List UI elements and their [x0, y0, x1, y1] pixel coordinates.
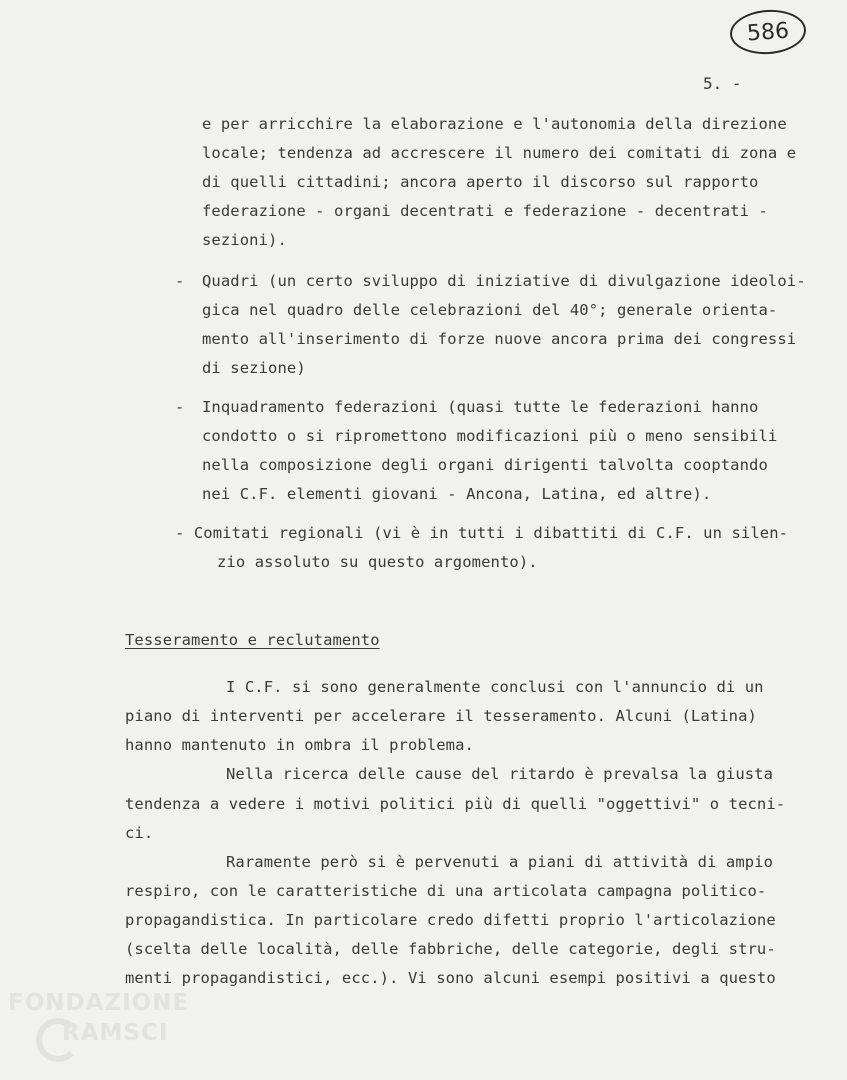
- text-line: condotto o si ripromettono modificazioni più o meno sensibili: [202, 427, 778, 445]
- text-line: I C.F. si sono generalmente conclusi con l'annuncio di un: [226, 678, 764, 696]
- text-line: zio assoluto su questo argomento).: [217, 553, 538, 571]
- text-line: nella composizione degli organi dirigenti talvolta cooptando: [202, 456, 768, 474]
- text-line: Inquadramento federazioni (quasi tutte le federazioni hanno: [202, 398, 759, 416]
- text-line: propagandistica. In particolare credo difetti proprio l'articolazione: [125, 911, 776, 929]
- text-line: menti propagandistici, ecc.). Vi sono alcuni esempi positivi a questo: [125, 969, 776, 987]
- watermark-line-1: FONDAZIONE: [8, 990, 190, 1016]
- fondazione-gramsci-watermark: [8, 990, 208, 1070]
- text-line: Raramente però si è pervenuti a piani di attività di ampio: [226, 853, 774, 871]
- text-line: federazione - organi decentrati e federazione - decentrati -: [202, 202, 768, 220]
- text-line: tendenza a vedere i motivi politici più di quelli "oggettivi" o tecni-: [125, 795, 786, 813]
- text-line: (scelta delle località, delle fabbriche, delle categorie, degli stru-: [125, 940, 776, 958]
- text-line: - Comitati regionali (vi è in tutti i dibattiti di C.F. un silen-: [175, 524, 789, 542]
- text-line: respiro, con le caratteristiche di una articolata campagna politico-: [125, 882, 767, 900]
- text-line: e per arricchire la elaborazione e l'autonomia della direzione: [202, 115, 787, 133]
- text-line: di quelli cittadini; ancora aperto il discorso sul rapporto: [202, 173, 759, 191]
- text-line: Nella ricerca delle cause del ritardo è prevalsa la giusta: [226, 765, 774, 783]
- section-heading: Tesseramento e reclutamento: [125, 631, 380, 649]
- text-line: mento all'inserimento di forze nuove ancora prima dei congressi: [202, 330, 797, 348]
- archive-stamp: 586: [729, 7, 808, 56]
- text-line: di sezione): [202, 359, 306, 377]
- bullet-dash: -: [175, 398, 185, 416]
- text-line: piano di interventi per accelerare il tesseramento. Alcuni (Latina): [125, 707, 757, 725]
- text-line: ci.: [125, 824, 154, 842]
- text-line: sezioni).: [202, 231, 287, 249]
- bullet-dash: -: [175, 272, 185, 290]
- text-line: hanno mantenuto in ombra il problema.: [125, 736, 474, 754]
- page-number: 5. -: [703, 74, 742, 93]
- text-line: locale; tendenza ad accrescere il numero dei comitati di zona e: [202, 144, 797, 162]
- text-line: nei C.F. elementi giovani - Ancona, Latina, ed altre).: [202, 485, 712, 503]
- text-line: gica nel quadro delle celebrazioni del 40°; generale orienta-: [202, 301, 778, 319]
- text-line: Quadri (un certo sviluppo di iniziative di divulgazione ideoloi-: [202, 272, 806, 290]
- watermark-line-2: RAMSCI: [62, 1020, 169, 1046]
